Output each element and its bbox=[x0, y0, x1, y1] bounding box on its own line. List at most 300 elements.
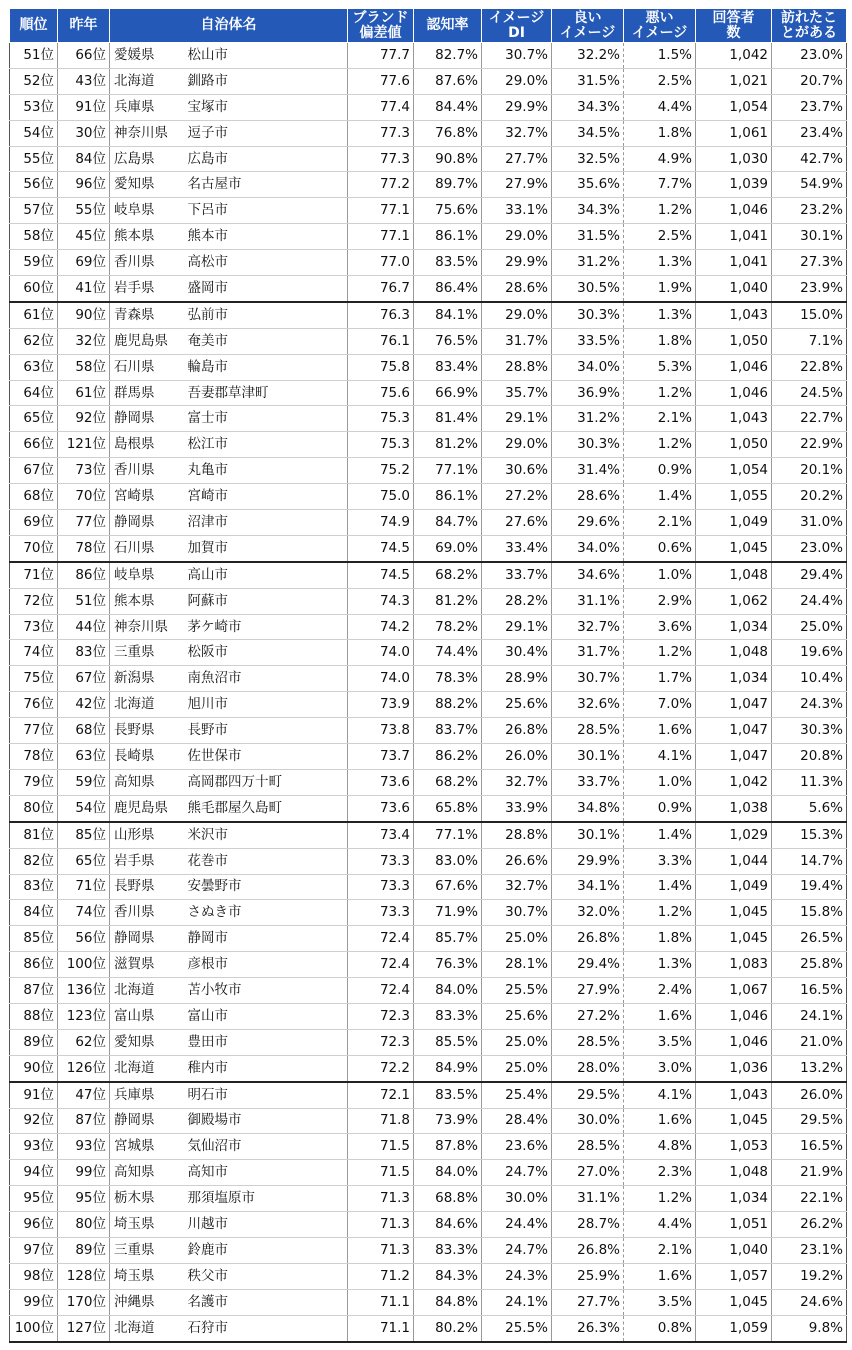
prev-rank-cell: 127位 bbox=[58, 1315, 110, 1341]
image-di-cell: 35.7% bbox=[482, 380, 552, 406]
awareness-cell: 81.4% bbox=[414, 406, 482, 432]
awareness-cell: 71.9% bbox=[414, 900, 482, 926]
rank-cell: 62位 bbox=[10, 328, 58, 354]
prev-rank-cell: 123位 bbox=[58, 1003, 110, 1029]
city-cell: 旭川市 bbox=[184, 692, 348, 718]
awareness-cell: 88.2% bbox=[414, 692, 482, 718]
bad-image-cell: 1.0% bbox=[624, 562, 696, 588]
image-di-cell: 29.1% bbox=[482, 406, 552, 432]
rank-cell: 93位 bbox=[10, 1134, 58, 1160]
prev-rank-cell: 84位 bbox=[58, 146, 110, 172]
rank-cell: 78位 bbox=[10, 744, 58, 770]
prefecture-cell: 兵庫県 bbox=[110, 1082, 184, 1108]
city-cell: 加賀市 bbox=[184, 535, 348, 561]
city-cell: 高知市 bbox=[184, 1160, 348, 1186]
brand-score-cell: 74.0 bbox=[348, 666, 414, 692]
awareness-cell: 77.1% bbox=[414, 458, 482, 484]
image-di-cell: 25.6% bbox=[482, 692, 552, 718]
prev-rank-cell: 51位 bbox=[58, 588, 110, 614]
table-row bbox=[10, 1055, 847, 1081]
respondents-cell: 1,036 bbox=[696, 1055, 772, 1081]
image-di-cell: 25.5% bbox=[482, 978, 552, 1004]
respondents-cell: 1,049 bbox=[696, 510, 772, 536]
prev-rank-cell: 87位 bbox=[58, 1108, 110, 1134]
brand-score-cell: 75.6 bbox=[348, 380, 414, 406]
city-cell: 弘前市 bbox=[184, 302, 348, 328]
image-di-cell: 27.2% bbox=[482, 484, 552, 510]
image-di-cell: 33.9% bbox=[482, 795, 552, 821]
good-image-cell: 31.2% bbox=[552, 406, 624, 432]
visited-cell: 23.7% bbox=[772, 94, 847, 120]
brand-score-cell: 76.7 bbox=[348, 276, 414, 302]
rank-cell: 75位 bbox=[10, 666, 58, 692]
image-di-cell: 25.0% bbox=[482, 926, 552, 952]
awareness-cell: 84.7% bbox=[414, 510, 482, 536]
bad-image-cell: 0.9% bbox=[624, 795, 696, 821]
prev-rank-cell: 45位 bbox=[58, 224, 110, 250]
good-image-cell: 25.9% bbox=[552, 1263, 624, 1289]
table-row bbox=[10, 795, 847, 821]
city-cell: 下呂市 bbox=[184, 198, 348, 224]
city-cell: 輪島市 bbox=[184, 354, 348, 380]
rank-cell: 97位 bbox=[10, 1237, 58, 1263]
respondents-cell: 1,045 bbox=[696, 1289, 772, 1315]
visited-cell: 25.0% bbox=[772, 614, 847, 640]
prefecture-cell: 兵庫県 bbox=[110, 94, 184, 120]
good-image-cell: 29.9% bbox=[552, 848, 624, 874]
ranking-table-container bbox=[9, 8, 846, 1343]
visited-cell: 20.2% bbox=[772, 484, 847, 510]
table-row bbox=[10, 302, 847, 328]
city-cell: 気仙沼市 bbox=[184, 1134, 348, 1160]
prefecture-cell: 静岡県 bbox=[110, 1108, 184, 1134]
prev-rank-cell: 78位 bbox=[58, 535, 110, 561]
city-cell: 那須塩原市 bbox=[184, 1186, 348, 1212]
image-di-cell: 24.7% bbox=[482, 1160, 552, 1186]
image-di-cell: 25.0% bbox=[482, 1055, 552, 1081]
rank-cell: 81位 bbox=[10, 822, 58, 848]
visited-cell: 24.1% bbox=[772, 1003, 847, 1029]
rank-cell: 90位 bbox=[10, 1055, 58, 1081]
header-visited: 訪れたこ とがある bbox=[772, 9, 847, 43]
image-di-cell: 29.0% bbox=[482, 302, 552, 328]
bad-image-cell: 1.3% bbox=[624, 302, 696, 328]
bad-image-cell: 1.2% bbox=[624, 640, 696, 666]
bad-image-cell: 1.6% bbox=[624, 1263, 696, 1289]
table-row bbox=[10, 276, 847, 302]
prefecture-cell: 高知県 bbox=[110, 1160, 184, 1186]
image-di-cell: 29.0% bbox=[482, 224, 552, 250]
table-row bbox=[10, 120, 847, 146]
image-di-cell: 33.4% bbox=[482, 535, 552, 561]
table-row bbox=[10, 692, 847, 718]
image-di-cell: 30.0% bbox=[482, 1186, 552, 1212]
brand-score-cell: 74.0 bbox=[348, 640, 414, 666]
prefecture-cell: 北海道 bbox=[110, 692, 184, 718]
prev-rank-cell: 86位 bbox=[58, 562, 110, 588]
bad-image-cell: 1.3% bbox=[624, 952, 696, 978]
rank-cell: 99位 bbox=[10, 1289, 58, 1315]
ranking-table bbox=[9, 8, 847, 1343]
visited-cell: 16.5% bbox=[772, 978, 847, 1004]
prefecture-cell: 香川県 bbox=[110, 458, 184, 484]
bad-image-cell: 1.2% bbox=[624, 1186, 696, 1212]
brand-score-cell: 73.6 bbox=[348, 769, 414, 795]
bad-image-cell: 3.5% bbox=[624, 1029, 696, 1055]
prev-rank-cell: 136位 bbox=[58, 978, 110, 1004]
awareness-cell: 89.7% bbox=[414, 172, 482, 198]
image-di-cell: 28.4% bbox=[482, 1108, 552, 1134]
good-image-cell: 26.8% bbox=[552, 1237, 624, 1263]
awareness-cell: 83.5% bbox=[414, 250, 482, 276]
table-row bbox=[10, 1108, 847, 1134]
rank-cell: 64位 bbox=[10, 380, 58, 406]
awareness-cell: 84.3% bbox=[414, 1263, 482, 1289]
city-cell: 稚内市 bbox=[184, 1055, 348, 1081]
visited-cell: 19.4% bbox=[772, 874, 847, 900]
visited-cell: 13.2% bbox=[772, 1055, 847, 1081]
rank-cell: 52位 bbox=[10, 68, 58, 94]
awareness-cell: 66.9% bbox=[414, 380, 482, 406]
visited-cell: 19.6% bbox=[772, 640, 847, 666]
city-cell: 明石市 bbox=[184, 1082, 348, 1108]
table-row bbox=[10, 926, 847, 952]
prev-rank-cell: 73位 bbox=[58, 458, 110, 484]
city-cell: 川越市 bbox=[184, 1212, 348, 1238]
rank-cell: 72位 bbox=[10, 588, 58, 614]
prefecture-cell: 長野県 bbox=[110, 874, 184, 900]
brand-score-cell: 77.1 bbox=[348, 198, 414, 224]
respondents-cell: 1,048 bbox=[696, 1160, 772, 1186]
image-di-cell: 26.6% bbox=[482, 848, 552, 874]
awareness-cell: 87.6% bbox=[414, 68, 482, 94]
table-row bbox=[10, 588, 847, 614]
good-image-cell: 32.5% bbox=[552, 146, 624, 172]
visited-cell: 10.4% bbox=[772, 666, 847, 692]
good-image-cell: 28.5% bbox=[552, 718, 624, 744]
visited-cell: 21.0% bbox=[772, 1029, 847, 1055]
rank-cell: 59位 bbox=[10, 250, 58, 276]
header-awareness: 認知率 bbox=[414, 9, 482, 43]
awareness-cell: 86.2% bbox=[414, 744, 482, 770]
rank-cell: 66位 bbox=[10, 432, 58, 458]
respondents-cell: 1,043 bbox=[696, 406, 772, 432]
bad-image-cell: 4.9% bbox=[624, 146, 696, 172]
brand-score-cell: 74.3 bbox=[348, 588, 414, 614]
header-rank: 順位 bbox=[10, 9, 58, 43]
awareness-cell: 86.1% bbox=[414, 224, 482, 250]
bad-image-cell: 1.7% bbox=[624, 666, 696, 692]
image-di-cell: 32.7% bbox=[482, 874, 552, 900]
good-image-cell: 34.8% bbox=[552, 795, 624, 821]
awareness-cell: 81.2% bbox=[414, 588, 482, 614]
good-image-cell: 31.5% bbox=[552, 68, 624, 94]
respondents-cell: 1,039 bbox=[696, 172, 772, 198]
rank-cell: 71位 bbox=[10, 562, 58, 588]
brand-score-cell: 75.3 bbox=[348, 432, 414, 458]
table-row bbox=[10, 769, 847, 795]
image-di-cell: 27.9% bbox=[482, 172, 552, 198]
prev-rank-cell: 67位 bbox=[58, 666, 110, 692]
visited-cell: 30.3% bbox=[772, 718, 847, 744]
image-di-cell: 24.1% bbox=[482, 1289, 552, 1315]
good-image-cell: 31.4% bbox=[552, 458, 624, 484]
city-cell: 富山市 bbox=[184, 1003, 348, 1029]
rank-cell: 82位 bbox=[10, 848, 58, 874]
rank-cell: 95位 bbox=[10, 1186, 58, 1212]
prev-rank-cell: 85位 bbox=[58, 822, 110, 848]
prev-rank-cell: 93位 bbox=[58, 1134, 110, 1160]
prev-rank-cell: 62位 bbox=[58, 1029, 110, 1055]
image-di-cell: 30.6% bbox=[482, 458, 552, 484]
good-image-cell: 30.1% bbox=[552, 822, 624, 848]
good-image-cell: 32.2% bbox=[552, 43, 624, 69]
image-di-cell: 28.6% bbox=[482, 276, 552, 302]
image-di-cell: 27.6% bbox=[482, 510, 552, 536]
awareness-cell: 68.2% bbox=[414, 769, 482, 795]
respondents-cell: 1,041 bbox=[696, 250, 772, 276]
visited-cell: 7.1% bbox=[772, 328, 847, 354]
image-di-cell: 33.7% bbox=[482, 562, 552, 588]
awareness-cell: 80.2% bbox=[414, 1315, 482, 1341]
table-row bbox=[10, 1289, 847, 1315]
city-cell: 高松市 bbox=[184, 250, 348, 276]
rank-cell: 76位 bbox=[10, 692, 58, 718]
prev-rank-cell: 80位 bbox=[58, 1212, 110, 1238]
table-row bbox=[10, 952, 847, 978]
visited-cell: 20.1% bbox=[772, 458, 847, 484]
bad-image-cell: 2.9% bbox=[624, 588, 696, 614]
city-cell: 熊本市 bbox=[184, 224, 348, 250]
brand-score-cell: 75.3 bbox=[348, 406, 414, 432]
prev-rank-cell: 89位 bbox=[58, 1237, 110, 1263]
respondents-cell: 1,049 bbox=[696, 874, 772, 900]
prefecture-cell: 青森県 bbox=[110, 302, 184, 328]
table-row bbox=[10, 535, 847, 561]
good-image-cell: 29.5% bbox=[552, 1082, 624, 1108]
awareness-cell: 83.3% bbox=[414, 1237, 482, 1263]
bad-image-cell: 4.1% bbox=[624, 744, 696, 770]
prev-rank-cell: 128位 bbox=[58, 1263, 110, 1289]
good-image-cell: 34.1% bbox=[552, 874, 624, 900]
image-di-cell: 25.5% bbox=[482, 1315, 552, 1341]
awareness-cell: 68.2% bbox=[414, 562, 482, 588]
rank-cell: 68位 bbox=[10, 484, 58, 510]
visited-cell: 16.5% bbox=[772, 1134, 847, 1160]
rank-cell: 86位 bbox=[10, 952, 58, 978]
city-cell: 阿蘇市 bbox=[184, 588, 348, 614]
respondents-cell: 1,040 bbox=[696, 276, 772, 302]
city-cell: 豊田市 bbox=[184, 1029, 348, 1055]
image-di-cell: 24.7% bbox=[482, 1237, 552, 1263]
respondents-cell: 1,050 bbox=[696, 432, 772, 458]
city-cell: 苫小牧市 bbox=[184, 978, 348, 1004]
awareness-cell: 87.8% bbox=[414, 1134, 482, 1160]
visited-cell: 23.0% bbox=[772, 43, 847, 69]
image-di-cell: 32.7% bbox=[482, 120, 552, 146]
good-image-cell: 28.5% bbox=[552, 1029, 624, 1055]
awareness-cell: 69.0% bbox=[414, 535, 482, 561]
awareness-cell: 76.5% bbox=[414, 328, 482, 354]
prev-rank-cell: 32位 bbox=[58, 328, 110, 354]
good-image-cell: 34.6% bbox=[552, 562, 624, 588]
table-row bbox=[10, 1315, 847, 1341]
awareness-cell: 84.6% bbox=[414, 1212, 482, 1238]
bad-image-cell: 1.8% bbox=[624, 926, 696, 952]
table-body bbox=[10, 43, 847, 1342]
respondents-cell: 1,061 bbox=[696, 120, 772, 146]
respondents-cell: 1,046 bbox=[696, 380, 772, 406]
prefecture-cell: 宮城県 bbox=[110, 1134, 184, 1160]
rank-cell: 57位 bbox=[10, 198, 58, 224]
city-cell: 米沢市 bbox=[184, 822, 348, 848]
rank-cell: 77位 bbox=[10, 718, 58, 744]
brand-score-cell: 73.3 bbox=[348, 848, 414, 874]
respondents-cell: 1,034 bbox=[696, 666, 772, 692]
awareness-cell: 86.1% bbox=[414, 484, 482, 510]
good-image-cell: 28.0% bbox=[552, 1055, 624, 1081]
prefecture-cell: 鹿児島県 bbox=[110, 795, 184, 821]
visited-cell: 23.0% bbox=[772, 535, 847, 561]
awareness-cell: 86.4% bbox=[414, 276, 482, 302]
brand-score-cell: 71.1 bbox=[348, 1315, 414, 1341]
visited-cell: 22.1% bbox=[772, 1186, 847, 1212]
bad-image-cell: 7.7% bbox=[624, 172, 696, 198]
table-row bbox=[10, 666, 847, 692]
bad-image-cell: 1.4% bbox=[624, 484, 696, 510]
good-image-cell: 34.3% bbox=[552, 198, 624, 224]
awareness-cell: 65.8% bbox=[414, 795, 482, 821]
brand-score-cell: 77.2 bbox=[348, 172, 414, 198]
awareness-cell: 76.8% bbox=[414, 120, 482, 146]
header-respondents: 回答者 数 bbox=[696, 9, 772, 43]
bad-image-cell: 5.3% bbox=[624, 354, 696, 380]
prefecture-cell: 石川県 bbox=[110, 354, 184, 380]
good-image-cell: 31.2% bbox=[552, 250, 624, 276]
bad-image-cell: 2.3% bbox=[624, 1160, 696, 1186]
respondents-cell: 1,038 bbox=[696, 795, 772, 821]
good-image-cell: 35.6% bbox=[552, 172, 624, 198]
respondents-cell: 1,045 bbox=[696, 926, 772, 952]
visited-cell: 15.3% bbox=[772, 822, 847, 848]
table-row bbox=[10, 354, 847, 380]
rank-cell: 87位 bbox=[10, 978, 58, 1004]
prev-rank-cell: 91位 bbox=[58, 94, 110, 120]
prefecture-cell: 神奈川県 bbox=[110, 614, 184, 640]
visited-cell: 42.7% bbox=[772, 146, 847, 172]
awareness-cell: 78.3% bbox=[414, 666, 482, 692]
city-cell: 花巻市 bbox=[184, 848, 348, 874]
table-row bbox=[10, 1263, 847, 1289]
visited-cell: 9.8% bbox=[772, 1315, 847, 1341]
prev-rank-cell: 95位 bbox=[58, 1186, 110, 1212]
bad-image-cell: 1.6% bbox=[624, 1108, 696, 1134]
prev-rank-cell: 66位 bbox=[58, 43, 110, 69]
brand-score-cell: 77.3 bbox=[348, 120, 414, 146]
brand-score-cell: 72.3 bbox=[348, 1029, 414, 1055]
visited-cell: 11.3% bbox=[772, 769, 847, 795]
prefecture-cell: 岩手県 bbox=[110, 848, 184, 874]
table-row bbox=[10, 1212, 847, 1238]
good-image-cell: 27.9% bbox=[552, 978, 624, 1004]
prefecture-cell: 愛媛県 bbox=[110, 43, 184, 69]
prev-rank-cell: 61位 bbox=[58, 380, 110, 406]
prev-rank-cell: 96位 bbox=[58, 172, 110, 198]
brand-score-cell: 71.1 bbox=[348, 1289, 414, 1315]
bad-image-cell: 1.9% bbox=[624, 276, 696, 302]
rank-cell: 83位 bbox=[10, 874, 58, 900]
prefecture-cell: 北海道 bbox=[110, 68, 184, 94]
awareness-cell: 84.4% bbox=[414, 94, 482, 120]
visited-cell: 24.5% bbox=[772, 380, 847, 406]
table-row bbox=[10, 328, 847, 354]
bad-image-cell: 3.0% bbox=[624, 1055, 696, 1081]
visited-cell: 20.8% bbox=[772, 744, 847, 770]
respondents-cell: 1,048 bbox=[696, 562, 772, 588]
prefecture-cell: 石川県 bbox=[110, 535, 184, 561]
awareness-cell: 73.9% bbox=[414, 1108, 482, 1134]
respondents-cell: 1,041 bbox=[696, 224, 772, 250]
prefecture-cell: 栃木県 bbox=[110, 1186, 184, 1212]
bad-image-cell: 2.5% bbox=[624, 224, 696, 250]
brand-score-cell: 71.3 bbox=[348, 1237, 414, 1263]
table-row bbox=[10, 43, 847, 69]
city-cell: 安曇野市 bbox=[184, 874, 348, 900]
respondents-cell: 1,051 bbox=[696, 1212, 772, 1238]
respondents-cell: 1,040 bbox=[696, 1237, 772, 1263]
prefecture-cell: 高知県 bbox=[110, 769, 184, 795]
prefecture-cell: 香川県 bbox=[110, 250, 184, 276]
prefecture-cell: 静岡県 bbox=[110, 406, 184, 432]
brand-score-cell: 73.8 bbox=[348, 718, 414, 744]
prefecture-cell: 長崎県 bbox=[110, 744, 184, 770]
awareness-cell: 85.7% bbox=[414, 926, 482, 952]
prev-rank-cell: 68位 bbox=[58, 718, 110, 744]
prefecture-cell: 埼玉県 bbox=[110, 1212, 184, 1238]
prev-rank-cell: 41位 bbox=[58, 276, 110, 302]
image-di-cell: 31.7% bbox=[482, 328, 552, 354]
rank-cell: 89位 bbox=[10, 1029, 58, 1055]
prefecture-cell: 宮崎県 bbox=[110, 484, 184, 510]
image-di-cell: 30.4% bbox=[482, 640, 552, 666]
city-cell: 沼津市 bbox=[184, 510, 348, 536]
awareness-cell: 76.3% bbox=[414, 952, 482, 978]
good-image-cell: 36.9% bbox=[552, 380, 624, 406]
table-row bbox=[10, 172, 847, 198]
respondents-cell: 1,046 bbox=[696, 1029, 772, 1055]
image-di-cell: 28.2% bbox=[482, 588, 552, 614]
city-cell: 名古屋市 bbox=[184, 172, 348, 198]
city-cell: 御殿場市 bbox=[184, 1108, 348, 1134]
brand-score-cell: 76.3 bbox=[348, 302, 414, 328]
good-image-cell: 30.1% bbox=[552, 744, 624, 770]
respondents-cell: 1,043 bbox=[696, 302, 772, 328]
rank-cell: 91位 bbox=[10, 1082, 58, 1108]
prev-rank-cell: 92位 bbox=[58, 406, 110, 432]
prev-rank-cell: 74位 bbox=[58, 900, 110, 926]
city-cell: 松山市 bbox=[184, 43, 348, 69]
prefecture-cell: 富山県 bbox=[110, 1003, 184, 1029]
brand-score-cell: 71.8 bbox=[348, 1108, 414, 1134]
visited-cell: 23.1% bbox=[772, 1237, 847, 1263]
prev-rank-cell: 100位 bbox=[58, 952, 110, 978]
prefecture-cell: 愛知県 bbox=[110, 1029, 184, 1055]
rank-cell: 51位 bbox=[10, 43, 58, 69]
good-image-cell: 31.5% bbox=[552, 224, 624, 250]
city-cell: 宮崎市 bbox=[184, 484, 348, 510]
image-di-cell: 26.8% bbox=[482, 718, 552, 744]
bad-image-cell: 1.2% bbox=[624, 432, 696, 458]
